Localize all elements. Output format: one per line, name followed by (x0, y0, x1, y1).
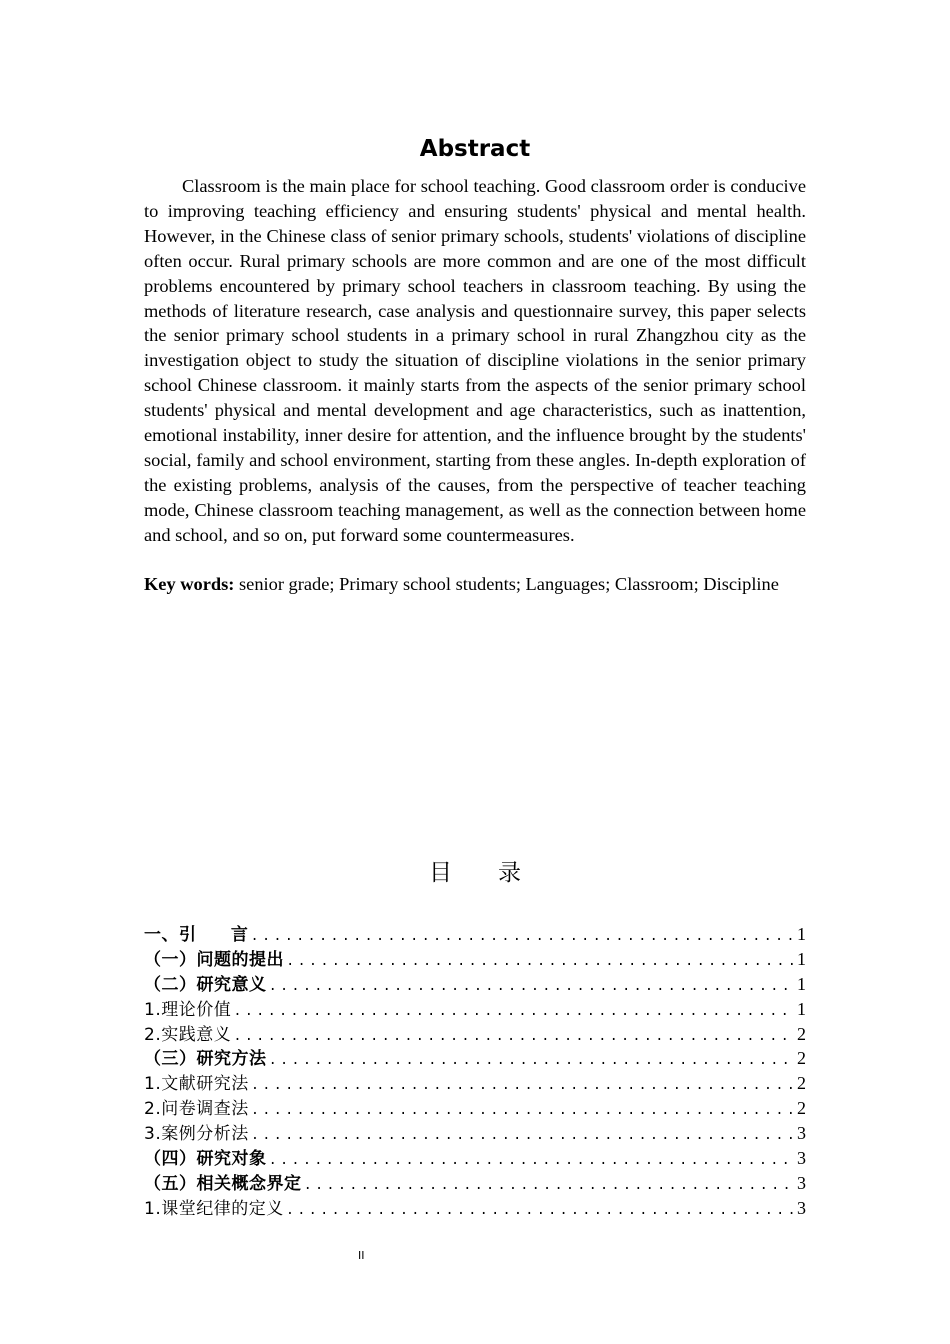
toc-entry-label: 一、引 言 (144, 925, 249, 945)
toc-leader (249, 1099, 795, 1121)
toc-entry-label: 3.案例分析法 (144, 1124, 249, 1145)
toc-entry-page: 3 (797, 1172, 806, 1193)
abstract-title: Abstract (419, 136, 531, 162)
toc-entry-label: 2.实践意义 (144, 1024, 232, 1045)
toc-entry-page: 1 (797, 948, 806, 969)
toc-entry-page: 2 (797, 1023, 806, 1044)
toc-entry[interactable] (144, 1071, 806, 1096)
toc-entry-page: 3 (797, 1123, 806, 1144)
toc-entry-page: 2 (797, 1048, 806, 1069)
toc-title: 目录 (429, 860, 567, 886)
toc-leader (302, 1174, 796, 1196)
toc-entry-label: （五）相关概念界定 (144, 1173, 302, 1194)
toc-entry-label: （三）研究方法 (144, 1049, 267, 1070)
toc-entry-label: 2.问卷调查法 (144, 1099, 249, 1120)
toc-leader (284, 1199, 795, 1221)
abstract-body: Classroom is the main place for school teaching. Good classroom order is conducive to improving teaching efficiency and ensuring students' physical and mental health. However, in the Chinese class of senior primary schools, students' violations of discipline often occur. Rural primary schools are more common and are one of the most difficult problems encountered by primary school teachers in classroom teaching. By using the methods of literature research, case analysis and questionnaire survey, this paper selects the senior primary school students in a primary school in rural Zhangzhou city as the investigation object to study the situation of discipline violations in the senior primary school Chinese classroom. it mainly starts from the aspects of the senior primary school students' physical and mental development and age characteristics, such as inattention, emotional instability, inner desire for attention, and the influence brought by the students' social, family and school environment, starting from these angles. In-depth exploration of the existing problems, analysis of the causes, from the perspective of teacher teaching mode, Chinese classroom teaching management, as well as the connection between home and school, and so on, put forward some countermeasures. (144, 176, 806, 545)
toc-entry-page: 1 (797, 924, 806, 944)
toc-entry[interactable] (144, 922, 806, 947)
toc-leader (249, 1124, 795, 1146)
toc-entry[interactable] (144, 972, 806, 997)
toc-entry-label: （一）问题的提出 (144, 949, 284, 970)
toc-entry[interactable] (144, 1146, 806, 1171)
keywords-line (144, 572, 806, 597)
toc-leader (267, 1049, 796, 1071)
toc-entry[interactable] (144, 1046, 806, 1071)
toc-entry[interactable] (144, 1171, 806, 1196)
toc-leader (267, 1149, 796, 1171)
toc-entry-page: 2 (797, 1073, 806, 1094)
toc-entry[interactable] (144, 1096, 806, 1121)
toc-entry-label: 1.课堂纪律的定义 (144, 1198, 284, 1219)
toc-leader (267, 975, 796, 997)
toc-entry-page: 1 (797, 998, 806, 1019)
toc-entry-page: 1 (797, 973, 806, 994)
toc-entry-page: 3 (797, 1197, 806, 1218)
toc-leader (231, 1025, 795, 1047)
toc-entry-label: 1.理论价值 (144, 999, 232, 1020)
toc-entry-label: （二）研究意义 (144, 974, 267, 995)
toc-leader (248, 925, 795, 947)
page-number: II (358, 1249, 365, 1262)
keywords-label: Key words: (144, 574, 235, 594)
toc-entry-page: 3 (797, 1148, 806, 1169)
toc-entry-label: （四）研究对象 (144, 1149, 267, 1170)
toc-entry[interactable] (144, 1022, 806, 1047)
toc-leader (249, 1074, 795, 1096)
toc-entry[interactable] (144, 1196, 806, 1221)
toc-leader (284, 950, 795, 972)
toc-entry-label: 1.文献研究法 (144, 1074, 249, 1095)
toc-entry[interactable] (144, 997, 806, 1022)
keywords-text: senior grade; Primary school students; Languages; Classroom; Discipline (234, 574, 779, 594)
table-of-contents (144, 922, 806, 1221)
toc-leader (231, 1000, 795, 1022)
toc-entry-page: 2 (797, 1098, 806, 1119)
toc-entry[interactable] (144, 947, 806, 972)
toc-entry[interactable] (144, 1121, 806, 1146)
